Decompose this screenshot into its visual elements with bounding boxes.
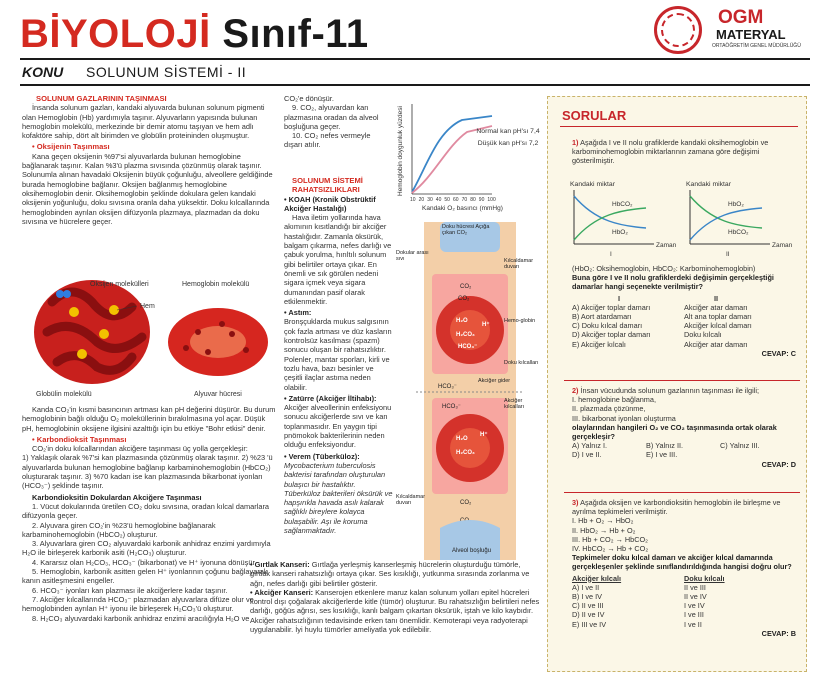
oxygen-label: Oksijen molekülleri [90, 281, 149, 288]
q1-option[interactable] [572, 340, 796, 349]
q2-option[interactable]: D) I ve II. [572, 450, 602, 460]
option-col-1: B) I ve IV [572, 592, 603, 602]
page-title: BİYOLOJİ Sınıf-11 [20, 12, 369, 56]
divider [20, 84, 810, 86]
curve-tick: 10 [410, 197, 416, 203]
curve-tick: 100 [487, 197, 496, 203]
q2-ask: olaylarından hangileri O₂ ve CO₂ taşınmasında ortak olarak gerçekleşir? [572, 422, 777, 442]
hb-label: Hemoglobin molekülü [182, 281, 250, 288]
co2-transport-diagram [396, 222, 544, 560]
paragraph: Gırtlağa yerleşmiş kanserleşmiş hücrelerin oluşturduğu tümörle, gırtlak kanseri rahatsızlığı ortaya çıkar. Ses kısıklığı, yutkunma sırasında zorlanma ve ağrı, nefes darlığı gibi belirtiler gösterir. [250, 560, 530, 588]
svg-text:HCO₃⁻: HCO₃⁻ [438, 384, 457, 390]
option-col-1: A) I ve II [572, 582, 600, 592]
g1-number: I [610, 251, 612, 258]
paragraph: 1) Yaklaşık olarak %7'si kan plazmasında çözünmüş olarak taşınır. 2) %23 'ü alyuvarlarda bulunan hemoglobine bağlanıp karbaminohemoglobin (HbCO₂) oluşturarak taşınır. 3) %70 kadarı ise kan plazmasında bikarbonat iyonları (HCO₃⁻) şeklinde taşınır. [22, 453, 273, 491]
konu-title: SOLUNUM SİSTEMİ - II [86, 64, 247, 80]
option-col-2: Alt ana toplar damarı [684, 312, 752, 322]
option-col-1: C) II ve III [572, 601, 604, 611]
g2-number: II [726, 251, 730, 258]
hemoglobin-label: Hemo-globin [504, 318, 536, 324]
q2-number: 2) [572, 386, 579, 395]
questions-title: SORULAR [562, 108, 627, 123]
paragraph: Mycobacterium tuberculosis bakterisi tarafından oluşturulan bulaşıcı bir hastalıktır. Tüberküloz bakterileri öksürük ve hapşırıkla havada asılı kalarak sağlıklı bireylere kolayca bulaşabilir. Aşı ile koruma sağlanmaktadır. [284, 460, 393, 535]
heme-group [99, 329, 109, 339]
q2-option[interactable]: A) Yalnız I. [572, 441, 608, 451]
svg-text:H₂O: H₂O [456, 436, 468, 442]
q2-answer: CEVAP: D [761, 459, 796, 469]
q1-graphs [566, 176, 798, 260]
option-col-1: D) Akciğer toplar damarı [572, 330, 651, 340]
section-heading: • Karbondioksit Taşınması [32, 434, 127, 444]
question-3 [572, 498, 796, 638]
globulin-label: Globülin molekülü [36, 391, 92, 398]
q1-ask: Buna göre I ve II nolu grafiklerdeki değişimin gerçekleştiği damarlar hangi seçenekte verilmiştir? [572, 273, 774, 292]
q3-col-1: Akciğer kılcalı [572, 573, 622, 583]
q1-option[interactable] [572, 321, 796, 330]
option-col-1: E) III ve IV [572, 619, 607, 629]
paragraph: Kanserojen etkenlere maruz kalan solunum yolları epitel hücreleri kontrol dışı çoğalarak akciğerlerde kitle (tümör) oluşturur. Bu rahatsızlığın belirtileri nefes darlığı, göğüs ağrısı, ses kısıklığı, kanlı balgam çıkartan öksürük, iştah ve kilo kaybıdır. Akciğer rahatsızlığının tedavisinde erken tanı önemlidir. Kemoterapi veya radyoterapi uygulanabilir. İyi huylu tümörler ameliyatla yok edilebilir. [250, 587, 540, 635]
q3-text: Aşağıda oksijen ve karbondioksitin hemoglobin ile birleşme ve ayrılma tepkimeleri verilmiştir. [572, 498, 781, 517]
step: 3. Alyuvarlara giren CO₂ alyuvardaki karbonik anhidraz enzimi yardımıyla H₂O ile birleşerek karbonik asiti (H₂CO₃) oluşturur. [22, 539, 271, 558]
q3-option[interactable] [572, 610, 796, 619]
heme-group [69, 307, 79, 317]
step: 6. HCO₃⁻ iyonları kan plazması ile akciğerlere kadar taşınır. [32, 585, 228, 595]
q3-item: III. Hb + CO₂ → HbCO₂ [572, 534, 649, 544]
svg-text:H₂CO₃: H₂CO₃ [456, 450, 475, 456]
g1-hbco2: HbCO₂ [612, 201, 633, 208]
option-col-2: II ve III [684, 582, 706, 592]
option-col-2: Akciğer atar damarı [684, 302, 748, 312]
q1-answer: CEVAP: C [761, 348, 796, 358]
g2-curve-hbo2 [690, 208, 762, 240]
curve-tick: 70 [461, 197, 468, 203]
option-col-1: A) Akciğer toplar damarı [572, 302, 651, 312]
g1-hbo2: HbO₂ [612, 229, 628, 236]
tissue-cell-label: Doku hücresi Açığa çıkan CO₂ [442, 224, 490, 236]
tissue-capillaries-label: Doku kılcalları [504, 360, 539, 366]
q3-option[interactable] [572, 583, 796, 592]
paragraph: Bronşçuklarda mukus salgısının çok fazla artması ve düz kasların kontrolsüz kasılması (spazm) sonucu oluşan bir rahatsızlıktır. Polenler, mantar sporları, kirli ve tozlu hava, bazı besinler ve çeşitli ilaçlar astıma neden olabilir. [284, 317, 392, 392]
g2-x: Zaman [772, 242, 793, 249]
q1-number: 1) [572, 138, 579, 147]
q2-item: I. hemoglobine bağlanma, [572, 395, 656, 405]
q3-number: 3) [572, 498, 579, 507]
step: 10. CO₂ nefes vermeyle dışarı atılır. [284, 131, 371, 150]
question-2 [572, 386, 796, 469]
option-col-2: I ve II [684, 619, 702, 629]
step: CO₂'e dönüşür. [284, 94, 334, 103]
curve-tick: 30 [427, 197, 433, 203]
oxygen-dissociation-chart [392, 96, 542, 222]
disease-heading: • Gırtlak Kanseri: [250, 560, 310, 569]
svg-text:HCO₃⁻: HCO₃⁻ [442, 404, 461, 410]
divider [564, 380, 800, 381]
g2-curve-hbco2 [690, 196, 762, 228]
step: 1. Vücut dokularında üretilen CO₂ doku sıvısına, oradan kılcal damarlara difüzyonla geçer. [22, 501, 270, 521]
left-column-bottom [22, 405, 276, 687]
g1-ylabel: Kandaki miktar [570, 181, 615, 188]
q1-option[interactable] [572, 303, 796, 312]
q1-body [572, 264, 796, 358]
option-col-1: D) II ve IV [572, 610, 605, 620]
q3-item: II. HbO₂ → Hb + O₂ [572, 525, 636, 535]
option-col-1: B) Aort atardamarı [572, 312, 632, 322]
paragraph: Kanda CO₂'in kısmi basıncının artması kan pH değerini düşürür. Bu durum hemoglobinin bağlı olduğu O₂ moleküllerinin bırakılmasına yol açar. Düşük pH, hemoglobinin oksijene ilgisini azalttığı için bu etkiye "Bohr etkisi" denir. [22, 405, 276, 433]
mid-column-top [284, 94, 384, 150]
curve-tick: 40 [435, 197, 442, 203]
paragraph: Akciğer alveollerinin enfeksiyonu sonucu akciğerlerde sıvı ve kan toplanmasıdır. En yaygın tipi pnömokok bakterilerinin neden olduğu enfeksiyondur. [284, 403, 392, 450]
q3-option[interactable] [572, 592, 796, 601]
option-col-2: Akciğer kılcal damarı [684, 321, 752, 331]
g2-ylabel: Kandaki miktar [686, 181, 731, 188]
interstitial-fluid [424, 222, 516, 560]
hemoglobin-figure [22, 272, 276, 400]
hem-label: Hem [140, 303, 155, 310]
q3-col-2: Doku kılcalı [684, 573, 725, 583]
capillary-wall-label: Kılcaldamar duvarı [504, 258, 534, 270]
interstitial-label: Dokular arası sıvı [396, 250, 429, 262]
svg-text:CO₂: CO₂ [458, 296, 470, 302]
paragraph: Hava iletim yollarında hava akımının kısıtlandığı bir akciğer hastalığıdır. Zamanla öksürük, balgam çıkarma, nefes darlığı ve çabuk yorulma, hırıltılı solunum gibi belirtiler ortaya çıkar. En önemli ve sık görülen nedeni sigara içmek veya sigara dumanından pasif olarak etkilenmektir. [284, 213, 392, 306]
q1-text: Aşağıda I ve II nolu grafiklerde kandaki oksihemoglobin ve karbominohemoglobin miktarlarının zamana göre değişimi gösterilmiştir. [572, 138, 769, 166]
q3-item: IV. HbCO₂ → Hb + CO₂ [572, 544, 649, 554]
lung-capillaries-label: Akciğer kılcalları [504, 398, 525, 410]
disease-heading: • Zatürre (Akciğer İltihabı): [284, 393, 377, 403]
oxygen-molecule [63, 290, 71, 298]
step: 2. Alyuvara giren CO₂'in %23'ü hemoglobine bağlanarak karbaminohemoglobin (HbCO₂) oluşturur. [22, 520, 216, 539]
curve-ylabel: Hemoglobin doygunluk yüzdesi [397, 106, 404, 196]
option-col-2: II ve IV [684, 592, 707, 602]
step: 8. H₂CO₃ alyuvardaki karbonik anhidraz enzimi aracılığıyla H₂O ve [32, 613, 250, 623]
g2-hbco2: HbCO₂ [728, 229, 749, 236]
q3-option[interactable] [572, 601, 796, 610]
alveol-label: Alveol boşluğu [452, 548, 492, 554]
subheading: Karbondioksitin Dokulardan Akciğere Taşınması [32, 492, 202, 502]
paragraph: Kana geçen oksijenin %97'si alyuvarlarda bulunan hemoglobine bağlanarak taşınır. Kalan %3'ü plazma sıvısında çözünmüş olarak taşınır. Solunumla alınan havadaki Oksijenin büyük çoğunluğu, alveollere geldiğinde burada hemoglobine bağlanır. Oksijen bağlanmış hemoglobine oksihemoglobin denir. Oksihemoglobin şeklinde dokulara gelen kandaki oksijenin yoğunluğu, doku sıvısına oranla daha yüksektir. Doku kılcallarında hemoglobinden ayrılan oksijen difüzyonla plazmaya, plazmadan da doku sıvısına ve hücrelere geçer. [22, 151, 273, 226]
q2-item: II. plazmada çözünme, [572, 404, 646, 414]
paragraph: İnsanda solunum gazları, kandaki alyuvarda bulunan solunum pigmenti olan Hemoglobin (Hb) yardımıyla taşınır. Alyuvarların yapısında bulunan hemoglobin molekülü, merkezinde bir demir atomu taşıyan ve hem adlı kofaktöre sahip, dört alt birimden ve globülin proteininden oluşmuştur. [22, 103, 265, 141]
curve-xlabel: Kandaki O₂ basıncı (mmHg) [422, 205, 503, 212]
alyuvar-label: Alyuvar hücresi [194, 391, 242, 398]
heme-group [77, 349, 87, 359]
ogm-label: OGM [718, 7, 764, 28]
bottom-diseases [250, 560, 540, 688]
left-column-top [22, 94, 276, 254]
option-col-2: Doku kılcalı [684, 330, 722, 340]
ogm-subtitle: ORTAÖĞRETİM GENEL MÜDÜRLÜĞÜ [712, 43, 801, 49]
step: 7. Akciğer kılcallarında HCO₃⁻ plazmadan alyuvarlara difüze olur ve hemoglobinden ayrılan H⁺ iyonu ile birleşerek H₂CO₃'ü oluşturur. [22, 594, 254, 614]
ministry-seal-icon [654, 6, 702, 54]
q2-option[interactable]: C) Yalnız III. [720, 441, 760, 451]
divider [20, 58, 810, 60]
q3-option[interactable] [572, 620, 796, 629]
disease-heading: • KOAH (Kronik Obstrüktif Akciğer Hastalığı) [284, 194, 376, 213]
g2-hbo2: HbO₂ [728, 201, 744, 208]
curve-tick: 50 [444, 197, 450, 203]
paragraph: CO₂'in doku kılcallarından akciğere taşınması üç yolla gerçekleşir: [32, 444, 248, 454]
section-heading: • Oksijenin Taşınması [32, 142, 110, 152]
svg-text:H⁺: H⁺ [480, 432, 488, 438]
q3-item: I. Hb + O₂ → HbO₂ [572, 516, 634, 526]
q2-option[interactable]: E) I ve III. [646, 450, 678, 460]
g1-curve-hbo2 [574, 196, 646, 228]
option-col-2: I ve III [684, 610, 704, 620]
q1-option[interactable] [572, 330, 796, 339]
svg-text:H₂O: H₂O [456, 318, 468, 324]
q3-ask: Tepkimeler doku kılcal damarı ve akciğer kılcal damarında gerçekleşenler şeklinde sınıflandırıldığında hangisi doğru olur? [572, 553, 792, 572]
q1-col-ii: II [714, 293, 719, 303]
divider [564, 492, 800, 493]
disease-heading: • Astım: [284, 308, 312, 318]
mid-column-diseases [284, 176, 394, 560]
step: 9. CO₂, alyuvardan kan plazmasına oradan da alveol boşluğuna geçer. [284, 103, 379, 131]
question-1 [572, 138, 796, 166]
konu-label: KONU [22, 64, 64, 80]
svg-text:H⁺: H⁺ [482, 322, 490, 328]
step: 5. Hemoglobin, karbonik asitten gelen H⁺ iyonlarının çoğunu bağlayarak kanın asitleşmesini engeller. [22, 567, 268, 586]
option-col-1: E) Akciğer kılcalı [572, 339, 626, 349]
divider [560, 126, 798, 127]
g1-curve-hbco2 [574, 208, 646, 240]
to-lung-label: Akciğer gider [478, 378, 511, 384]
q2-option[interactable]: B) Yalnız II. [646, 441, 684, 451]
q2-item: III. bikarbonat iyonları oluşturma [572, 413, 676, 423]
q1-note: (HbO₂: Oksihemoglobin, HbCO₂: Karbominohemoglobin) [572, 264, 756, 273]
q1-col-i: I [618, 293, 621, 303]
option-col-2: Akciğer atar damarı [684, 339, 748, 349]
section-heading: SOLUNUM SİSTEMİ RAHATSIZLIKLARI [292, 176, 363, 195]
svg-text:CO₂: CO₂ [460, 284, 472, 290]
normal-ph-label: Normal kan pH'sı 7,4 [476, 128, 540, 135]
low-ph-label: Düşük kan pH'sı 7,2 [477, 140, 539, 147]
materyal-label: MATERYAL [716, 27, 786, 42]
oxygen-molecule [56, 290, 64, 298]
g1-x: Zaman [656, 242, 677, 249]
curve-tick: 20 [418, 197, 425, 203]
q1-option[interactable] [572, 312, 796, 321]
disease-heading: • Akciğer Kanseri: [250, 587, 314, 597]
disease-heading: • Verem (Tüberküloz): [284, 451, 360, 461]
option-col-2: I ve IV [684, 601, 705, 611]
svg-text:HCO₃⁻: HCO₃⁻ [458, 344, 478, 350]
svg-text:CO₂: CO₂ [460, 500, 472, 506]
q3-answer: CEVAP: B [761, 628, 796, 638]
curve-tick: 80 [470, 197, 476, 203]
svg-text:H₂CO₃: H₂CO₃ [456, 332, 475, 338]
curve-tick: 90 [478, 197, 485, 203]
step: 4. Kararsız olan H₂CO₃, HCO₃⁻ (bikarbonat) ve H⁺ iyonuna dönüşür. [32, 557, 257, 567]
capillary-wall-label-2: Kılcaldamar duvarı [396, 494, 426, 506]
curve-tick: 60 [453, 197, 459, 203]
q2-text: İnsan vücudunda solunum gazlarının taşınması ile ilgili; [580, 386, 759, 395]
section-heading: SOLUNUM GAZLARININ TAŞINMASI [36, 94, 167, 103]
alveolus [440, 520, 500, 560]
option-col-1: C) Doku kılcal damarı [572, 321, 643, 331]
